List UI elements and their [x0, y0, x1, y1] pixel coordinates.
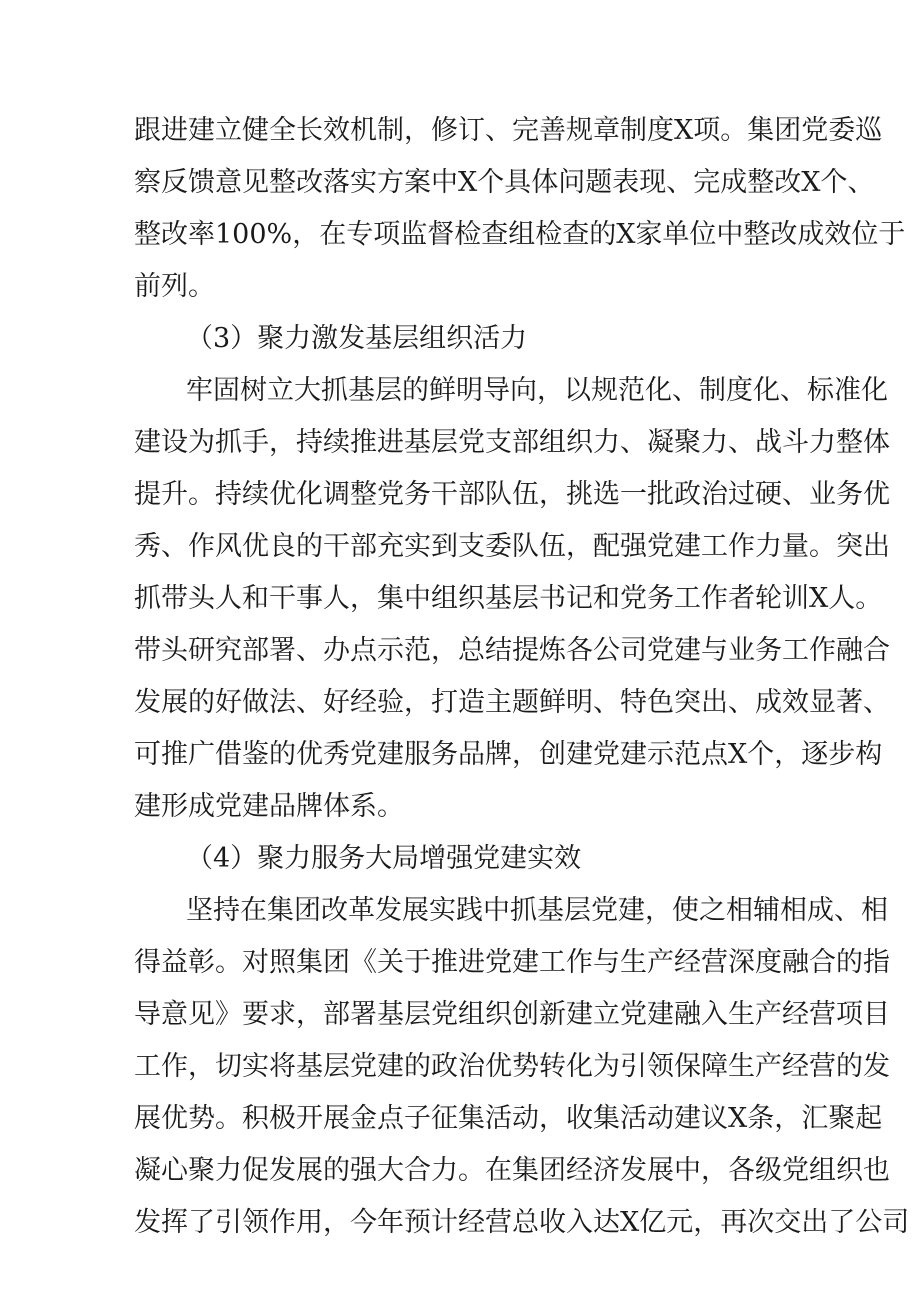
- text-line: 凝心聚力促发展的强大合力。在集团经济发展中，各级党组织也: [134, 1155, 890, 1186]
- text-line: 可推广借鉴的优秀党建服务品牌，创建党建示范点X个，逐步构: [134, 739, 883, 770]
- text-line: 建形成党建品牌体系。: [134, 791, 404, 822]
- text-line: 坚持在集团改革发展实践中抓基层党建，使之相辅相成、相: [186, 895, 888, 926]
- text-line: 建设为抓手，持续推进基层党支部组织力、凝聚力、战斗力整体: [134, 427, 890, 458]
- text-line: 秀、作风优良的干部充实到支委队伍，配强党建工作力量。突出: [134, 531, 890, 562]
- text-line: 展优势。积极开展金点子征集活动，收集活动建议X条，汇聚起: [134, 1103, 883, 1134]
- text-line: 带头研究部署、办点示范，总结提炼各公司党建与业务工作融合: [134, 635, 890, 666]
- text-line: 跟进建立健全长效机制，修订、完善规章制度X项。集团党委巡: [134, 115, 883, 146]
- text-line: 导意见》要求，部署基层党组织创新建立党建融入生产经营项目: [134, 999, 890, 1030]
- section-heading-3: （3）聚力激发基层组织活力: [186, 323, 528, 354]
- text-line: 前列。: [134, 271, 215, 302]
- text-line: 工作，切实将基层党建的政治优势转化为引领保障生产经营的发: [134, 1051, 890, 1082]
- section-heading-4: （4）聚力服务大局增强党建实效: [186, 843, 582, 874]
- text-line: 发展的好做法、好经验，打造主题鲜明、特色突出、成效显著、: [134, 687, 890, 718]
- text-line: 抓带头人和干事人，集中组织基层书记和党务工作者轮训X人。: [134, 583, 883, 614]
- text-line: 得益彰。对照集团《关于推进党建工作与生产经营深度融合的指: [134, 947, 890, 978]
- text-line: 整改率100%，在专项监督检查组检查的X家单位中整改成效位于: [134, 219, 906, 250]
- text-line: 察反馈意见整改落实方案中X个具体问题表现、完成整改X个、: [134, 167, 875, 198]
- text-line: 提升。持续优化调整党务干部队伍，挑选一批政治过硬、业务优: [134, 479, 890, 510]
- text-line: 发挥了引领作用，今年预计经营总收入达X亿元，再次交出了公司: [134, 1207, 910, 1238]
- text-line: 牢固树立大抓基层的鲜明导向，以规范化、制度化、标准化: [186, 375, 888, 406]
